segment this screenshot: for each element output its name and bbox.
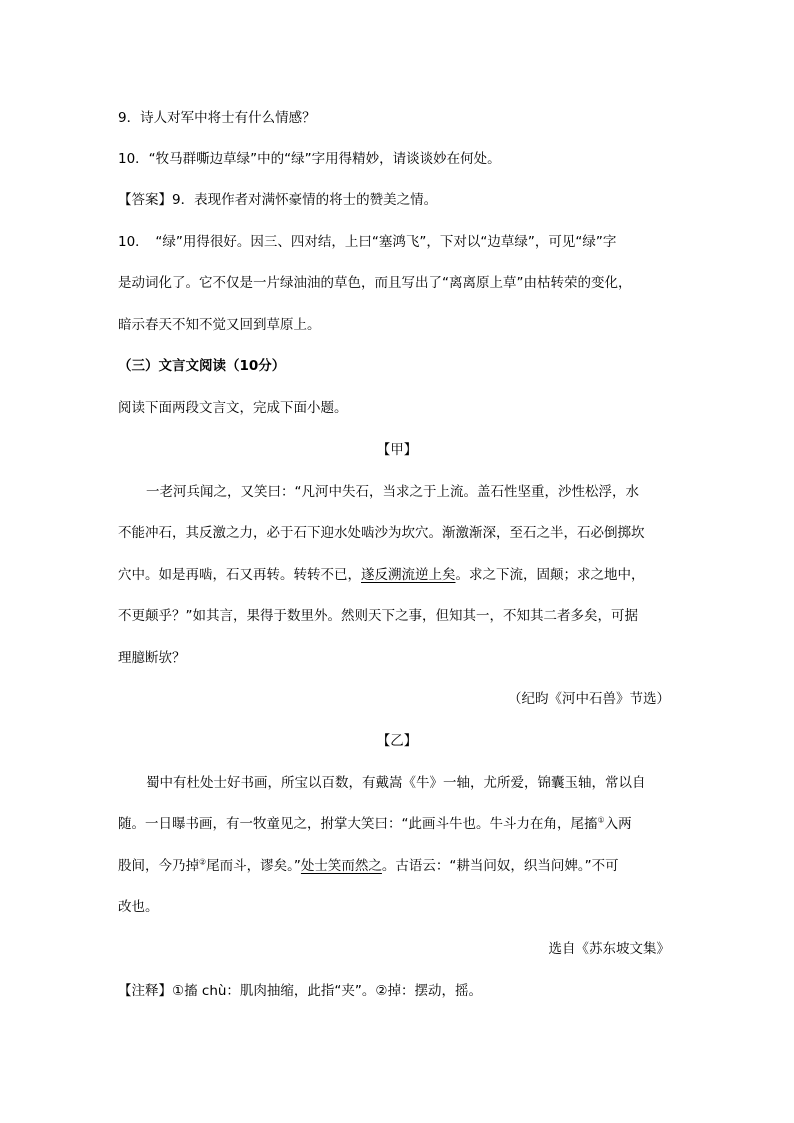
yi-line-3-end: 。古语云：“耕当问奴，织当问婢。”不可 — [381, 858, 619, 874]
yi-underlined-sentence: 处士笑而然之 — [300, 858, 382, 874]
jia-line-1: 一老河兵闻之，又笑曰：“凡河中失石，当求之于上流。盖石性坚重，沙性松浮，水 — [146, 484, 639, 500]
note-marker-1: ① — [597, 815, 605, 825]
note-marker-2: ② — [199, 857, 207, 867]
notes-text: ①搐 chù：肌肉抽缩，此指“夹”。②掉：摆动，摇。 — [172, 983, 483, 999]
answer-9: 9．表现作者对满怀豪情的将士的赞美之情。 — [172, 192, 438, 208]
jia-line-5: 理臆断欤？ — [118, 650, 186, 666]
jia-line-3 — [118, 565, 645, 585]
yi-title: 【乙】 — [376, 733, 418, 749]
jia-title: 【甲】 — [376, 442, 418, 458]
answer-10-line-3: 暗示春天不知不觉又回到草原上。 — [118, 317, 321, 333]
yi-line-3 — [118, 856, 619, 876]
notes-tag: 【注释】 — [118, 983, 172, 999]
yi-line-2-end: 入两 — [604, 816, 632, 832]
jia-line-3-start: 穴中。如是再啮，石又再转。转转不已， — [118, 567, 361, 583]
yi-line-1: 蜀中有杜处士好书画，所宝以百数，有戴嵩《牛》一轴，尤所爱，锦囊玉轴，常以自 — [146, 775, 646, 791]
yi-line-2-start: 随。一日曝书画，有一牧童见之，拊掌大笑曰：“此画斗牛也。牛斗力在角，尾搐 — [118, 816, 598, 832]
notes-line — [118, 981, 482, 1001]
answer-10-line-1: 10． “绿”用得很好。因三、四对结，上曰“塞鸿飞”，下对以“边草绿”，可见“绿”字 — [118, 234, 617, 250]
jia-line-3-end: 。求之下流，固颠；求之地中， — [455, 567, 645, 583]
yi-line-3-start: 股间，今乃掉 — [118, 858, 199, 874]
question-10: 10．“牧马群嘶边草绿”中的“绿”字用得精妙，请谈谈妙在何处。 — [118, 151, 501, 167]
answer-10-line-2: 是动词化了。它不仅是一片绿油油的草色，而且写出了“离离原上草”由枯转荣的变化， — [118, 275, 632, 291]
answer-9-line — [118, 190, 437, 210]
jia-line-2: 不能冲石，其反激之力，必于石下迎水处啮沙为坎穴。渐激渐深，至石之半，石必倒掷坎 — [118, 525, 645, 541]
section-3-title: （三）文言文阅读（10分） — [118, 358, 286, 374]
jia-underlined-sentence: 遂反溯流逆上矣 — [361, 567, 456, 583]
yi-source: 选自《苏东坡文集》 — [548, 941, 670, 957]
question-9: 9．诗人对军中将士有什么情感？ — [118, 110, 316, 126]
jia-source: （纪昀《河中石兽》节选） — [508, 691, 670, 707]
yi-line-4: 改也。 — [118, 899, 159, 915]
yi-line-2 — [118, 814, 632, 834]
instruction: 阅读下面两段文言文，完成下面小题。 — [118, 400, 348, 416]
answer-tag: 【答案】 — [118, 192, 172, 208]
jia-line-4: 不更颠乎？”如其言，果得于数里外。然则天下之事，但知其一，不知其二者多矣，可据 — [118, 608, 638, 624]
yi-line-3-mid: 尾而斗，谬矣。” — [206, 858, 301, 874]
